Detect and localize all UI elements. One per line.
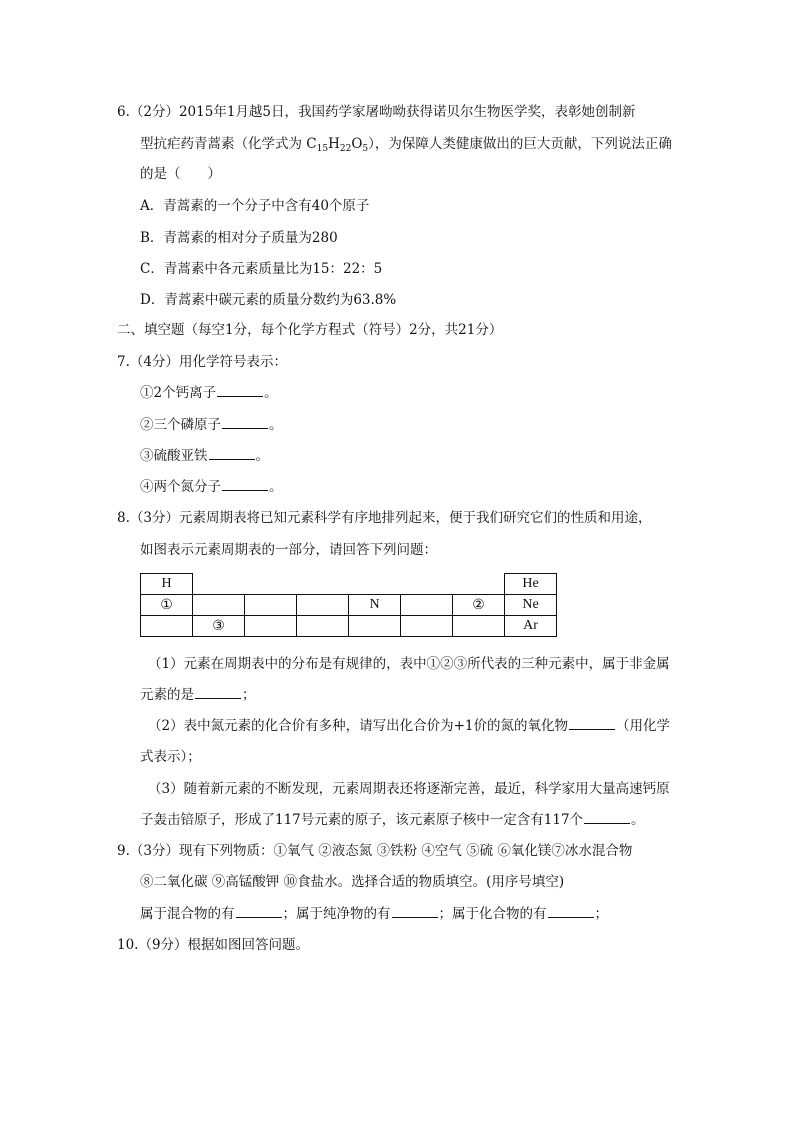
q10-stem: 10.（9分）根据如图回答问题。 [117,937,310,953]
formula-sub-22: 22 [339,144,352,154]
q7-stem: 7.（4分）用化学符号表示： [117,354,287,370]
q7-item-4-text: ④两个氮分子 [140,479,221,495]
q8-part1-line1: （1）元素在周期表中的分布是有规律的，表中①②③所代表的三种元素中，属于非金属 [148,656,670,672]
q7-item-2 [140,415,283,435]
q6-line2 [140,134,672,159]
section-2-heading: 二、填空题（每空1分，每个化学方程式（符号）2分，共21分） [117,322,503,338]
answer-blank[interactable] [209,446,255,460]
periodic-table-fragment [140,573,557,637]
semicolon: ； [242,687,256,703]
period: 。 [255,448,269,464]
q7-item-1 [140,383,278,403]
q8-line2: 如图表示元素周期表的一部分，请回答下列问题： [140,542,437,558]
table-gap-cell [193,574,505,595]
table-cell [453,616,505,637]
q9-line1: 9.（3分）现有下列物质：①氧气 ②液态氮 ③铁粉 ④空气 ⑤硫 ⑥氧化镁⑦冰水混合物 [117,843,633,859]
table-cell: He [505,574,557,595]
q6-option-c: C．青蒿素中各元素质量比为15：22：5 [140,261,383,277]
table-cell: ③ [193,616,245,637]
answer-blank[interactable] [236,904,282,918]
q9-line2: ⑧二氧化碳 ⑨高锰酸钾 ⑩食盐水。选择合适的物质填空。(用序号填空) [140,874,565,890]
q6-line2-post: ），为保障人类健康做出的巨大贡献，下列说法正确 [368,136,672,152]
table-cell: Ar [505,616,557,637]
table-row [141,595,557,616]
formula-o: O [351,136,363,152]
table-cell: ① [141,595,193,616]
q7-item-2-text: ②三个磷原子 [140,417,221,433]
formula-sub-15: 15 [316,144,329,154]
q9-compound-label: ；属于化合物的有 [438,906,547,922]
q8-part2-suffix: （用化学 [616,718,670,734]
q7-item-4 [140,477,283,497]
q8-part2-line2: 式表示）； [140,749,201,765]
q9-mixture-label: 属于混合物的有 [140,906,235,922]
q8-part3-line1: （3）随着新元素的不断发现，元素周期表还将逐渐完善，最近，科学家用大量高速钙原 [148,781,670,797]
table-cell [349,616,401,637]
semicolon: ； [594,906,608,922]
table-cell [401,595,453,616]
q7-item-3 [140,446,269,466]
table-cell [297,616,349,637]
table-cell [193,595,245,616]
formula-h: H [328,136,340,152]
q6-option-b: B．青蒿素的相对分子质量为280 [140,230,338,246]
table-cell: H [141,574,193,595]
period: 。 [269,479,283,495]
q8-part2-line1 [148,716,670,736]
q6-line1: 6.（2分）2015年1月越5日，我国药学家屠呦呦获得诺贝尔生物医学奖，表彰她创制新 [117,104,636,120]
table-cell: ② [453,595,505,616]
period: 。 [269,417,283,433]
q7-item-1-text: ①2个钙离子 [140,385,217,401]
answer-blank[interactable] [222,415,268,429]
answer-blank[interactable] [392,904,438,918]
q7-item-3-text: ③硫酸亚铁 [140,448,208,464]
period: 。 [264,385,278,401]
q9-pure-label: ；属于纯净物的有 [282,906,391,922]
table-cell: Ne [505,595,557,616]
formula-sub-5: 5 [362,144,369,154]
table-cell [141,616,193,637]
table-cell: N [349,595,401,616]
table-cell [401,616,453,637]
table-row [141,574,557,595]
q8-part1-line2 [140,685,256,705]
table-cell [245,616,297,637]
table-cell [245,595,297,616]
answer-blank[interactable] [217,383,263,397]
q9-line3 [140,904,608,924]
q6-line3: 的是（ ） [140,166,221,182]
q8-line1: 8.（3分）元素周期表将已知元素科学有序地排列起来，便于我们研究它们的性质和用途， [117,510,652,526]
q8-part3-line2 [140,810,645,830]
answer-blank[interactable] [548,904,594,918]
q6-option-d: D．青蒿素中碳元素的质量分数约为63.8% [140,292,397,308]
answer-blank[interactable] [569,716,615,730]
table-row [141,616,557,637]
q8-part1-text: 元素的是 [140,687,194,703]
q8-part2-text: （2）表中氮元素的化合价有多种，请写出化合价为+1价的氮的氧化物 [148,718,568,734]
q6-line2-pre: 型抗疟药青蒿素（化学式为 C [140,136,317,152]
table-cell [297,595,349,616]
answer-blank[interactable] [195,685,241,699]
period: 。 [631,812,645,828]
answer-blank[interactable] [584,810,630,824]
answer-blank[interactable] [222,477,268,491]
q6-option-a: A．青蒿素的一个分子中含有40个原子 [140,198,370,214]
q8-part3-text: 子轰击锫原子，形成了117号元素的原子，该元素原子核中一定含有117个 [140,812,584,828]
